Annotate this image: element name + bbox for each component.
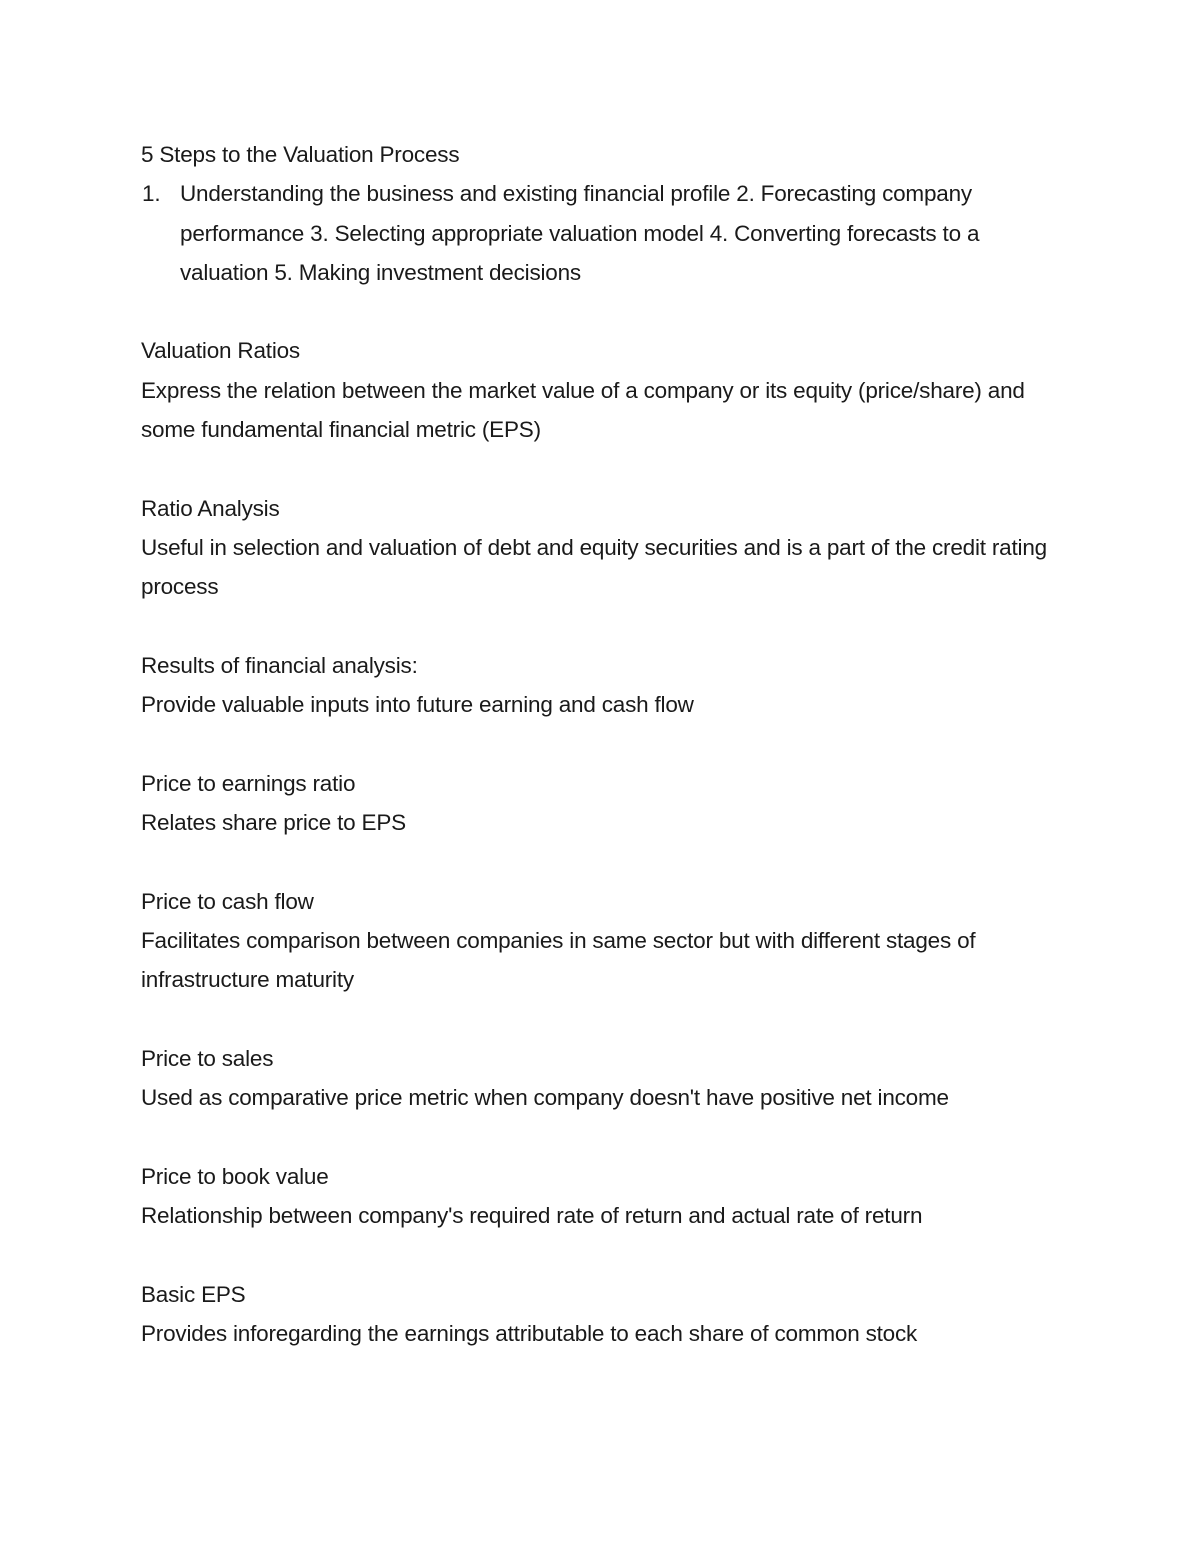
- spacer: [141, 842, 1071, 881]
- section-body: Useful in selection and valuation of debt and equity securities and is a part of the credit rating process: [141, 534, 1047, 600]
- section-title: Price to book value: [141, 1163, 329, 1189]
- section-body: Provides inforegarding the earnings attributable to each share of common stock: [141, 1320, 918, 1346]
- spacer: [141, 1235, 1071, 1274]
- section-title: Ratio Analysis: [141, 495, 280, 521]
- spacer: [141, 449, 1071, 488]
- section-title: Price to earnings ratio: [141, 770, 356, 796]
- section-title: Results of financial analysis:: [141, 652, 418, 678]
- section-body: Express the relation between the market value of a company or its equity (price/share) and some fundamental financial metric (EPS): [141, 377, 1025, 443]
- spacer: [141, 292, 1071, 331]
- section-ratio-analysis: [141, 489, 1071, 607]
- section-body: Relates share price to EPS: [141, 810, 406, 836]
- section-title: Price to cash flow: [141, 888, 314, 914]
- section-title: Valuation Ratios: [141, 338, 300, 364]
- section-body: Provide valuable inputs into future earning and cash flow: [141, 692, 694, 718]
- section-body: Used as comparative price metric when company doesn't have positive net income: [141, 1085, 949, 1111]
- section-valuation-ratios: [141, 331, 1071, 449]
- spacer: [141, 607, 1071, 646]
- section-basic-eps: [141, 1275, 1071, 1354]
- section-title: Basic EPS: [141, 1281, 246, 1307]
- spacer: [141, 1117, 1071, 1156]
- section-price-to-cash-flow: [141, 882, 1071, 1000]
- section-title: Price to sales: [141, 1045, 274, 1071]
- section-price-to-book-value: [141, 1157, 1071, 1236]
- document-heading: 5 Steps to the Valuation Process: [141, 142, 460, 167]
- list-number: 1.: [142, 181, 161, 207]
- spacer: [141, 1000, 1071, 1039]
- section-price-to-sales: [141, 1039, 1071, 1118]
- section-results-financial-analysis: [141, 646, 1071, 725]
- document-content: [141, 135, 1071, 1353]
- steps-text: Understanding the business and existing financial profile 2. Forecasting company performance 3. Selecting appropriate valuation model 4. Converting forecasts to a valuation 5. Making investment decisions: [180, 181, 980, 285]
- spacer: [141, 724, 1071, 763]
- section-body: Facilitates comparison between companies in same sector but with different stages of infrastructure maturity: [141, 927, 976, 993]
- section-body: Relationship between company's required rate of return and actual rate of return: [141, 1203, 923, 1229]
- steps-list-item: [141, 174, 1071, 292]
- section-price-to-earnings: [141, 764, 1071, 843]
